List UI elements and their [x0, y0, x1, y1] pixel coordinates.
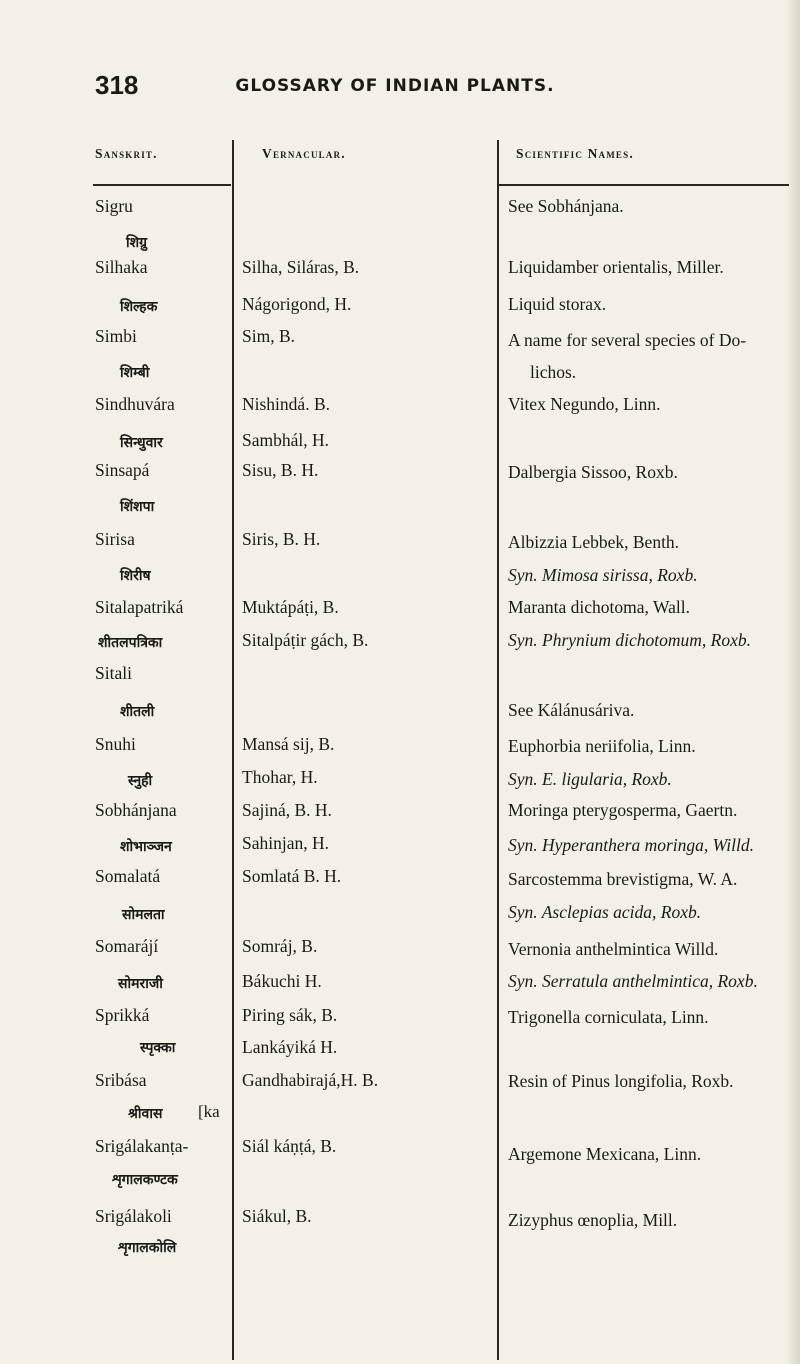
vernacular-entry: Lankáyiká H. — [242, 1037, 338, 1057]
sanskrit-entry: Sinsapá — [95, 460, 150, 480]
column-divider-2 — [497, 140, 499, 1360]
vernacular-entry: Thohar, H. — [242, 767, 318, 787]
sanskrit-entry: Sobhánjana — [95, 800, 177, 820]
running-head — [95, 70, 775, 100]
scientific-entry: Zizyphus œnoplia, Mill. — [508, 1210, 678, 1230]
scientific-entry: Moringa pterygosperma, Gaertn. — [508, 800, 738, 820]
scientific-entry: Resin of Pinus longifolia, Roxb. — [508, 1071, 734, 1091]
devanagari-entry: शृगालकोलि — [118, 1240, 177, 1256]
book-title: GLOSSARY OF INDIAN PLANTS. — [235, 76, 555, 96]
scientific-entry: Liquidamber orientalis, Miller. — [508, 257, 724, 277]
devanagari-entry: श्रीवास — [128, 1106, 163, 1122]
scientific-entry: Albizzia Lebbek, Benth. — [508, 532, 680, 552]
scientific-entry: See Sobhánjana. — [508, 196, 624, 216]
devanagari-entry: शिम्बी — [120, 365, 150, 381]
sanskrit-entry: Sitali — [95, 663, 132, 683]
vernacular-entry: Muktápáṭi, B. — [242, 597, 339, 617]
devanagari-entry: शिंशपा — [120, 499, 155, 515]
devanagari-entry: स्नुही — [128, 773, 153, 789]
sanskrit-entry: Srigálakanṭa- — [95, 1136, 189, 1156]
scientific-entry: Liquid storax. — [508, 294, 607, 314]
devanagari-entry: शिग्रु — [126, 235, 148, 251]
devanagari-entry: शोभाञ्जन — [120, 839, 172, 855]
devanagari-entry: शिरीष — [120, 568, 151, 584]
sanskrit-entry: Somarájí — [95, 936, 159, 956]
vernacular-entry: Sambhál, H. — [242, 430, 330, 450]
vernacular-entry: Somlatá B. H. — [242, 866, 342, 886]
vernacular-entry: Sajiná, B. H. — [242, 800, 332, 820]
vernacular-entry: Somráj, B. — [242, 936, 318, 956]
devanagari-entry: शीतली — [120, 704, 155, 720]
scientific-synonym: Syn. E. ligularia, Roxb. — [508, 769, 672, 789]
column-header-scientific: Scientific Names. — [516, 146, 634, 161]
sanskrit-entry: Sprikká — [95, 1005, 150, 1025]
continuation-mark: [ka — [198, 1102, 220, 1121]
sanskrit-entry: Silhaka — [95, 257, 148, 277]
sanskrit-entry: Simbi — [95, 326, 137, 346]
devanagari-entry: शिल्हक — [120, 299, 158, 315]
scientific-entry: A name for several species of Do- — [508, 330, 747, 350]
header-rule-left — [93, 184, 231, 186]
vernacular-entry: Gandhabirajá,H. B. — [242, 1070, 379, 1090]
scientific-synonym: Syn. Asclepias acida, Roxb. — [508, 902, 702, 922]
sanskrit-entry: Snuhi — [95, 734, 136, 754]
vernacular-entry: Nágorigond, H. — [242, 294, 352, 314]
sanskrit-entry: Sribása — [95, 1070, 147, 1090]
page-edge-shadow — [786, 0, 800, 1364]
scientific-entry: Dalbergia Sissoo, Roxb. — [508, 462, 678, 482]
page-number: 318 — [95, 70, 139, 100]
devanagari-entry: सोमराजी — [118, 976, 163, 992]
vernacular-entry: Sahinjan, H. — [242, 833, 330, 853]
devanagari-entry: स्पृक्का — [140, 1040, 176, 1056]
scientific-entry: Trigonella corniculata, Linn. — [508, 1007, 709, 1027]
scientific-entry: See Kálánusáriva. — [508, 700, 635, 720]
vernacular-entry: Piring sák, B. — [242, 1005, 338, 1025]
vernacular-entry: Silha, Siláras, B. — [242, 257, 360, 277]
header-rule-right — [497, 184, 789, 186]
vernacular-entry: Siál káṇṭá, B. — [242, 1136, 337, 1156]
sanskrit-entry: Sindhuvára — [95, 394, 175, 414]
vernacular-entry: Bákuchi H. — [242, 971, 322, 991]
scientific-entry-continued: lichos. — [530, 362, 577, 382]
scientific-entry: Argemone Mexicana, Linn. — [508, 1144, 702, 1164]
column-divider-1 — [232, 140, 234, 1360]
sanskrit-entry: Somalatá — [95, 866, 161, 886]
scientific-synonym: Syn. Serratula anthelmintica, Roxb. — [508, 971, 758, 991]
vernacular-entry: Nishindá. B. — [242, 394, 330, 414]
vernacular-entry: Mansá sij, B. — [242, 734, 335, 754]
devanagari-entry: सोमलता — [122, 907, 165, 923]
scientific-entry: Vernonia anthelmintica Willd. — [508, 939, 719, 959]
scientific-entry: Sarcostemma brevistigma, W. A. — [508, 869, 738, 889]
vernacular-entry: Sitalpáṭir gách, B. — [242, 630, 369, 650]
scientific-synonym: Syn. Phrynium dichotomum, Roxb. — [508, 630, 752, 650]
sanskrit-entry: Sitalapatriká — [95, 597, 184, 617]
scientific-synonym: Syn. Hyperanthera moringa, Willd. — [508, 835, 754, 855]
devanagari-entry: शृगालकण्टक — [112, 1172, 178, 1188]
column-header-vernacular: Vernacular. — [262, 146, 346, 161]
sanskrit-entry: Sigru — [95, 196, 133, 216]
vernacular-entry: Sisu, B. H. — [242, 460, 319, 480]
scientific-entry: Euphorbia neriifolia, Linn. — [508, 736, 696, 756]
devanagari-entry: सिन्धुवार — [120, 435, 163, 451]
sanskrit-entry: Sirisa — [95, 529, 135, 549]
devanagari-entry: शीतलपत्रिका — [98, 635, 163, 651]
vernacular-entry: Siákul, B. — [242, 1206, 312, 1226]
sanskrit-entry: Srigálakoli — [95, 1206, 172, 1226]
scientific-entry: Maranta dichotoma, Wall. — [508, 597, 690, 617]
scientific-synonym: Syn. Mimosa sirissa, Roxb. — [508, 565, 698, 585]
column-header-sanskrit: Sanskrit. — [95, 146, 158, 161]
scientific-entry: Vitex Negundo, Linn. — [508, 394, 661, 414]
vernacular-entry: Siris, B. H. — [242, 529, 321, 549]
vernacular-entry: Sim, B. — [242, 326, 296, 346]
